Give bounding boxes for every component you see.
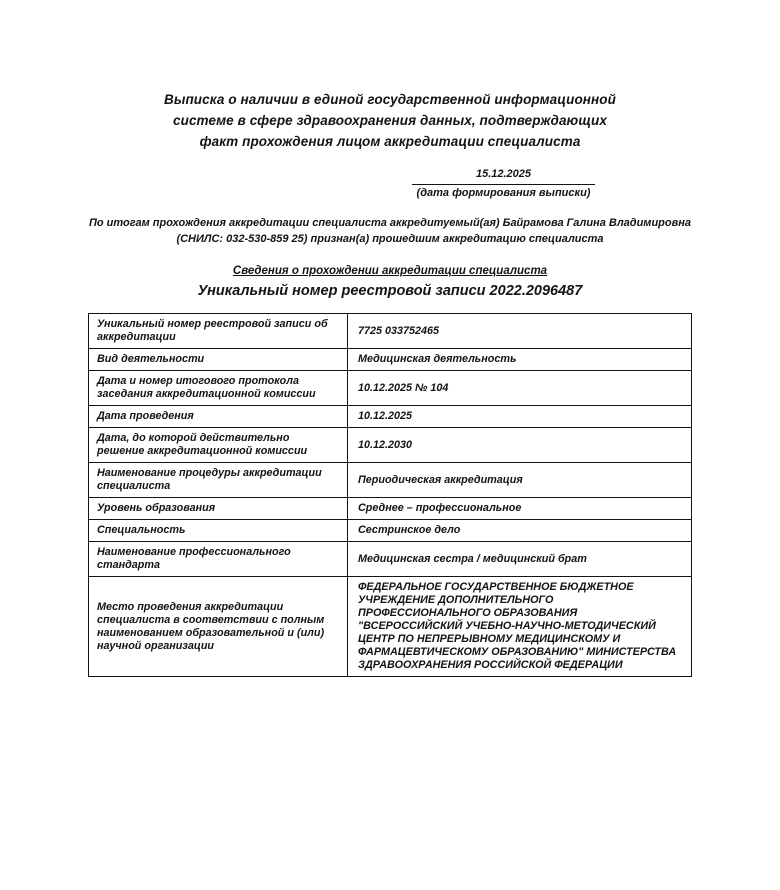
table-row <box>89 406 692 428</box>
row-value: 10.12.2025 <box>348 406 692 428</box>
row-label: Дата, до которой действительно решение аккредитационной комиссии <box>89 428 348 463</box>
intro-paragraph: По итогам прохождения аккредитации специалиста аккредитуемый(ая) Байрамова Галина Владимировна (СНИЛС: 032-530-859 25) признан(а) прошедшим аккредитацию специалиста <box>88 217 692 245</box>
table-row <box>89 463 692 498</box>
row-value: Периодическая аккредитация <box>348 463 692 498</box>
row-label: Уровень образования <box>89 498 348 520</box>
document-title: Выписка о наличии в единой государственной информационной системе в сфере здравоохранения данных, подтверждающих факт прохождения лицом аккредитации специалиста <box>163 92 616 149</box>
table-row <box>89 520 692 542</box>
row-value: 10.12.2025 № 104 <box>348 371 692 406</box>
section-heading: Сведения о прохождении аккредитации специалиста <box>232 265 548 277</box>
row-label: Место проведения аккредитации специалиста в соответствии с полным наименованием образовательной и (или) научной организации <box>89 577 348 677</box>
table-row <box>89 428 692 463</box>
accreditation-table-body <box>89 314 692 677</box>
row-value: Медицинская деятельность <box>348 349 692 371</box>
accreditation-table <box>88 313 692 677</box>
row-label: Специальность <box>89 520 348 542</box>
table-row <box>89 371 692 406</box>
table-row <box>89 498 692 520</box>
row-label: Наименование процедуры аккредитации специалиста <box>89 463 348 498</box>
table-row <box>89 577 692 677</box>
row-value: 10.12.2030 <box>348 428 692 463</box>
row-label: Дата проведения <box>89 406 348 428</box>
row-value: Среднее – профессиональное <box>348 498 692 520</box>
row-label: Уникальный номер реестровой записи об аккредитации <box>89 314 348 349</box>
row-value: ФЕДЕРАЛЬНОЕ ГОСУДАРСТВЕННОЕ БЮДЖЕТНОЕ УЧРЕЖДЕНИЕ ДОПОЛНИТЕЛЬНОГО ПРОФЕССИОНАЛЬНОГО ОБРАЗОВАНИЯ "ВСЕРОССИЙСКИЙ УЧЕБНО-НАУЧНО-МЕТОДИЧЕСКИЙ ЦЕНТР ПО НЕПРЕРЫВНОМУ МЕДИЦИНСКОМУ И ФАРМАЦЕВТИЧЕСКОМУ ОБРАЗОВАНИЮ" МИНИСТЕРСТВА ЗДРАВООХРАНЕНИЯ РОССИЙСКОЙ ФЕДЕРАЦИИ <box>348 577 692 677</box>
row-label: Вид деятельности <box>89 349 348 371</box>
registry-number-heading: Уникальный номер реестровой записи 2022.2096487 <box>197 283 583 299</box>
row-label: Наименование профессионального стандарта <box>89 542 348 577</box>
issue-date-block <box>412 167 595 200</box>
issue-date-caption: (дата формирования выписки) <box>416 187 591 199</box>
table-row <box>89 542 692 577</box>
table-row <box>89 349 692 371</box>
row-value: Сестринское дело <box>348 520 692 542</box>
table-row <box>89 314 692 349</box>
row-value: Медицинская сестра / медицинский брат <box>348 542 692 577</box>
row-value: 7725 033752465 <box>348 314 692 349</box>
issue-date-value: 15.12.2025 <box>412 167 595 185</box>
row-label: Дата и номер итогового протокола заседания аккредитационной комиссии <box>89 371 348 406</box>
